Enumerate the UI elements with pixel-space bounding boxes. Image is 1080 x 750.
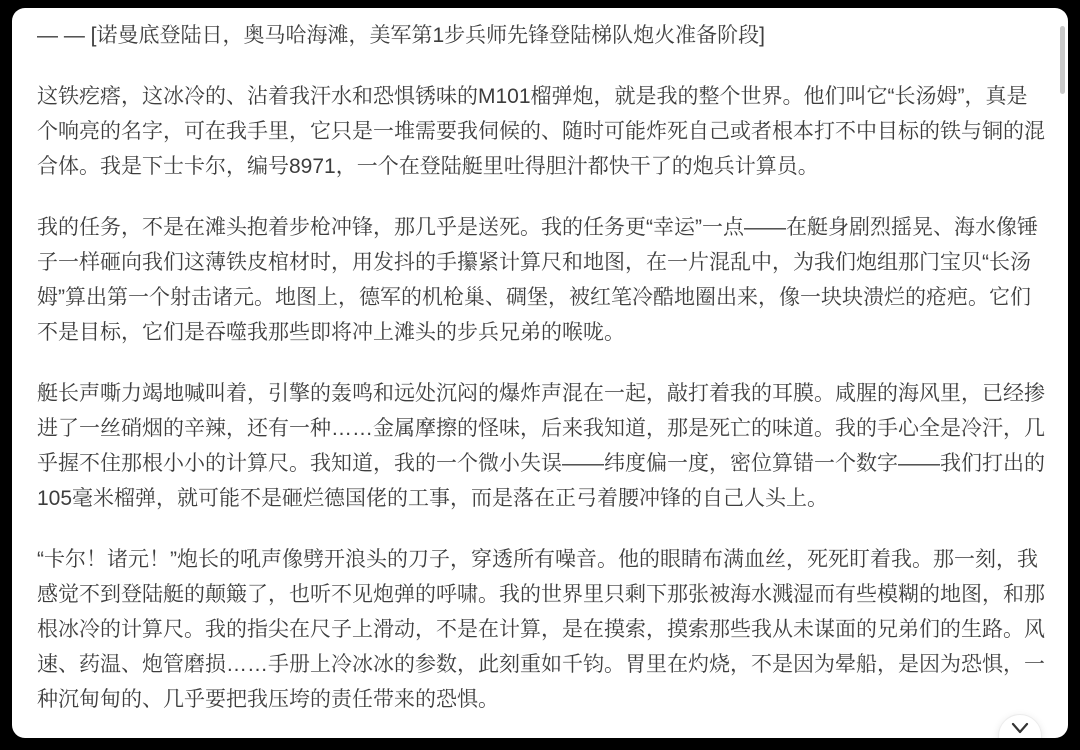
story-paragraph-1: 这铁疙瘩，这冰冷的、沾着我汗水和恐惧锈味的M101榴弹炮，就是我的整个世界。他们叫它“长汤姆”，真是个响亮的名字，可在我手里，它只是一堆需要我伺候的、随时可能炸死自己或者根本打不中目标的铁与铜的混合体。我是下士卡尔，编号8971，一个在登陆艇里吐得胆汁都快干了的炮兵计算员。 (37, 85, 1045, 178)
scene-header: — — [诺曼底登陆日，奥马哈海滩，美军第1步兵师先锋登陆梯队炮火准备阶段] (37, 24, 766, 47)
chevron-down-icon (1011, 722, 1029, 734)
story-text (37, 18, 1045, 717)
story-paragraph-2: 我的任务，不是在滩头抱着步枪冲锋，那几乎是送死。我的任务更“幸运”一点——在艇身剧烈摇晃、海水像锤子一样砸向我们这薄铁皮棺材时，用发抖的手攥紧计算尺和地图，在一片混乱中，为我们炮组那门宝贝“长汤姆”算出第一个射击诸元。地图上，德军的机枪巢、碉堡，被红笔冷酷地圈出来，像一块块溃烂的疮疤。它们不是目标，它们是吞噬我那些即将冲上滩头的步兵兄弟的喉咙。 (37, 216, 1038, 344)
story-paragraph-3: 艇长声嘶力竭地喊叫着，引擎的轰鸣和远处沉闷的爆炸声混在一起，敲打着我的耳膜。咸腥的海风里，已经掺进了一丝硝烟的辛辣，还有一种……金属摩擦的怪味，后来我知道，那是死亡的味道。我的手心全是冷汗，几乎握不住那根小小的计算尺。我知道，我的一个微小失误——纬度偏一度，密位算错一个数字——我们打出的105毫米榴弹，就可能不是砸烂德国佬的工事，而是落在正弓着腰冲锋的自己人头上。 (37, 382, 1045, 510)
story-paragraph-4: “卡尔！诸元！”炮长的吼声像劈开浪头的刀子，穿透所有噪音。他的眼睛布满血丝，死死盯着我。那一刻，我感觉不到登陆艇的颠簸了，也听不见炮弹的呼啸。我的世界里只剩下那张被海水溅湿而有些模糊的地图，和那根冰冷的计算尺。我的指尖在尺子上滑动，不是在计算，是在摸索，摸索那些我从未谋面的兄弟们的生路。风速、药温、炮管磨损……手册上冷冰冰的参数，此刻重如千钧。胃里在灼烧，不是因为晕船，是因为恐惧，一种沉甸甸的、几乎要把我压垮的责任带来的恐惧。 (37, 548, 1045, 711)
scrollbar-thumb[interactable] (1060, 26, 1065, 94)
story-card (12, 8, 1068, 738)
scroll-to-bottom-button[interactable] (998, 714, 1042, 738)
